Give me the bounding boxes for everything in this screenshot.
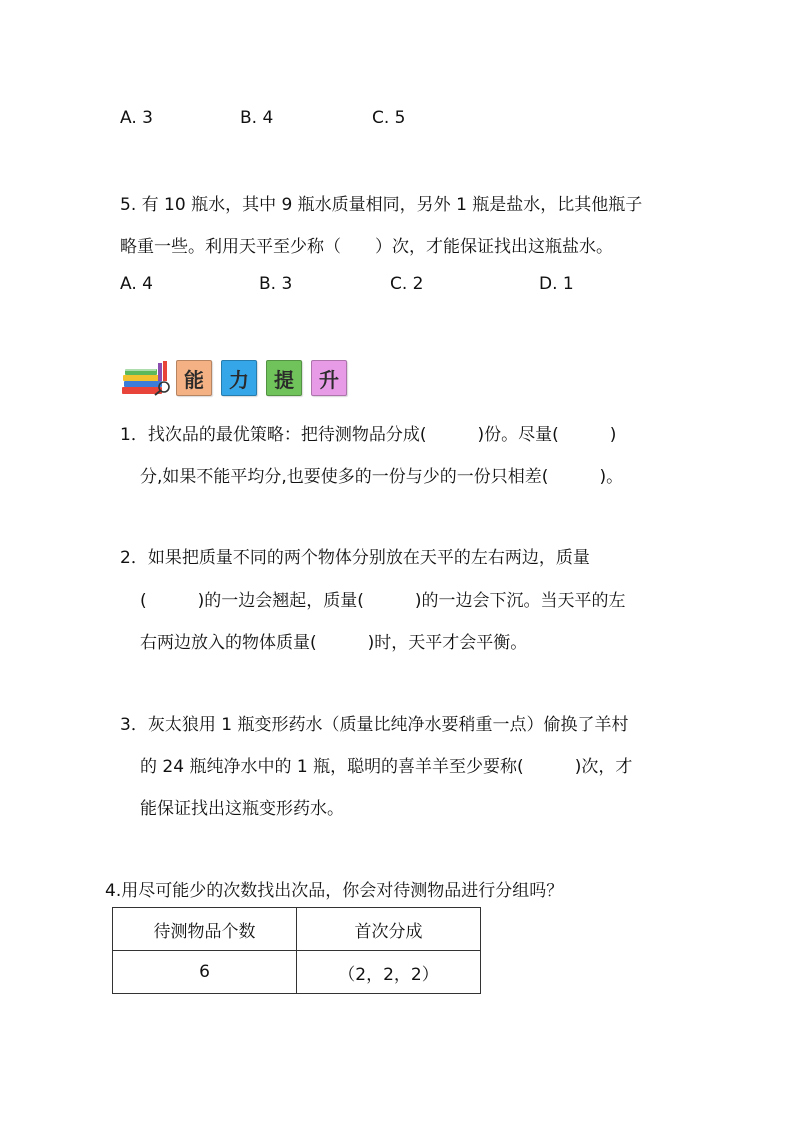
p3-line2: 的 24 瓶纯净水中的 1 瓶，聪明的喜羊羊至少要称( )次，才 <box>140 757 633 777</box>
q5-option-b: B. 3 <box>259 274 293 294</box>
table-header-row <box>113 908 481 951</box>
section-char-1: 能 <box>176 360 212 396</box>
section-header <box>120 357 360 397</box>
table-cell-split: （2，2，2） <box>297 951 481 994</box>
q5-option-d: D. 1 <box>539 274 574 294</box>
p2-line2: ( )的一边会翘起，质量( )的一边会下沉。当天平的左 <box>140 591 626 611</box>
section-char-3: 提 <box>266 360 302 396</box>
p4-title: 4.用尽可能少的次数找出次品，你会对待测物品进行分组吗？ <box>105 881 564 901</box>
q5-option-a: A. 4 <box>120 274 153 294</box>
option-b: B. 4 <box>240 108 274 128</box>
table-header-first-split: 首次分成 <box>297 908 481 951</box>
p3-line3: 能保证找出这瓶变形药水。 <box>140 799 344 819</box>
p1-line1: 1．找次品的最优策略：把待测物品分成( )份。尽量( ) <box>120 425 617 445</box>
table-header-count: 待测物品个数 <box>113 908 297 951</box>
table-row <box>113 951 481 994</box>
option-a: A. 3 <box>120 108 153 128</box>
q5-option-c: C. 2 <box>390 274 424 294</box>
section-char-4: 升 <box>311 360 347 396</box>
p2-line1: 2．如果把质量不同的两个物体分别放在天平的左右两边，质量 <box>120 548 590 568</box>
q5-line1: 5. 有 10 瓶水，其中 9 瓶水质量相同，另外 1 瓶是盐水，比其他瓶子 <box>120 195 643 215</box>
section-char-2: 力 <box>221 360 257 396</box>
p1-line2: 分,如果不能平均分,也要使多的一份与少的一份只相差( )。 <box>140 467 624 487</box>
books-magnifier-icon <box>120 357 172 397</box>
table-cell-count: 6 <box>113 951 297 994</box>
option-c: C. 5 <box>372 108 406 128</box>
q5-line2: 略重一些。利用天平至少称（ ）次，才能保证找出这瓶盐水。 <box>120 237 613 257</box>
p3-line1: 3．灰太狼用 1 瓶变形药水（质量比纯净水要稍重一点）偷换了羊村 <box>120 715 629 735</box>
grouping-table <box>112 907 481 994</box>
p2-line3: 右两边放入的物体质量( )时，天平才会平衡。 <box>140 633 528 653</box>
